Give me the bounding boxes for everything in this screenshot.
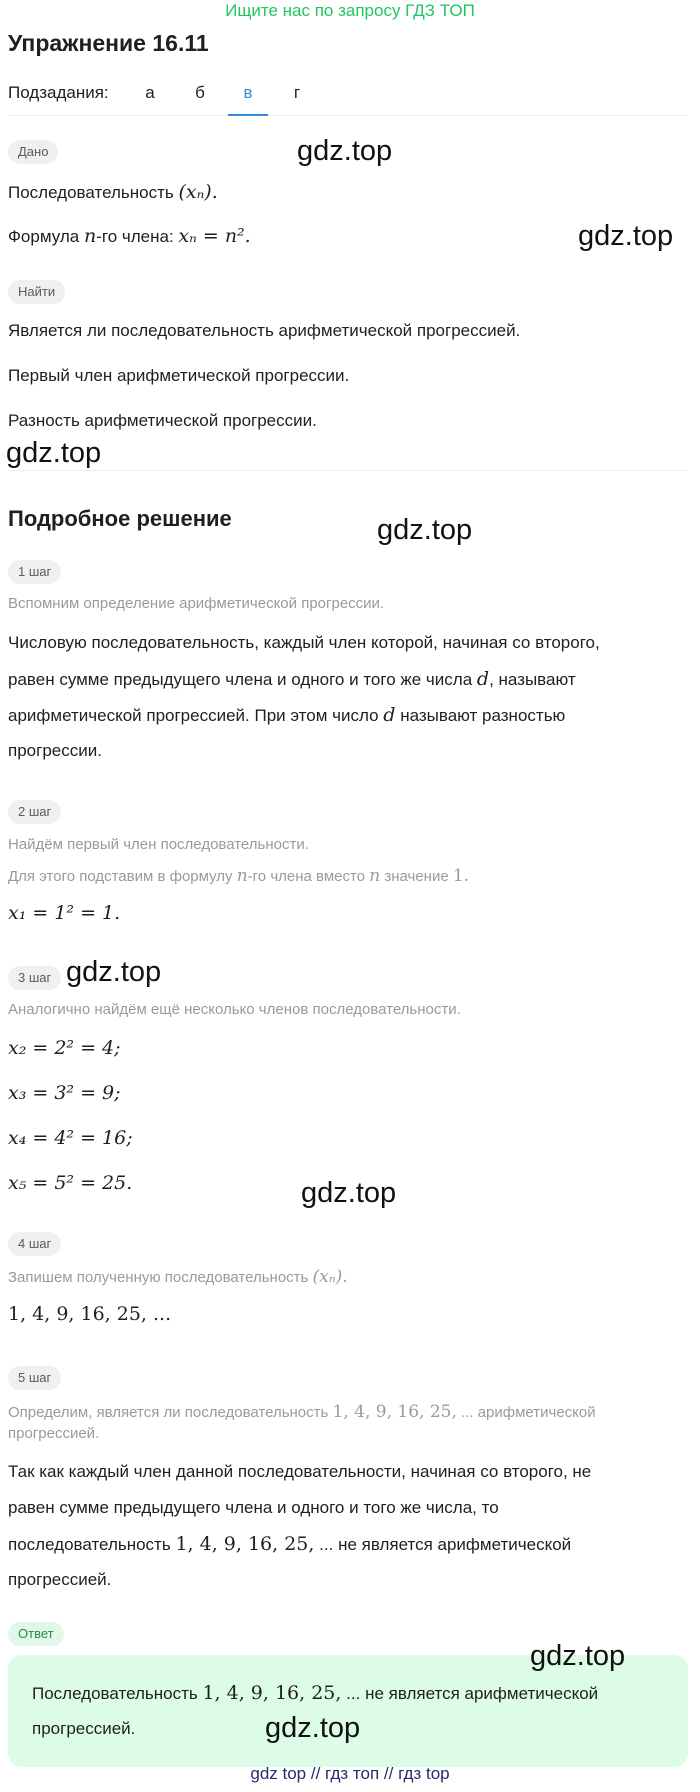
step-1-line-4: прогрессии. <box>8 741 102 760</box>
promo-banner[interactable]: Ищите нас по запросу ГДЗ ТОП <box>225 1 475 20</box>
step-5-hint-b: ... арифметической <box>461 1404 596 1421</box>
step-2-hint-2-b: -го члена вместо <box>247 868 366 885</box>
step-2-hint-2-n2: n <box>369 866 381 886</box>
step-5-line-3-b: ... не является арифметической <box>319 1535 572 1554</box>
watermark: gdz.top <box>265 1712 361 1744</box>
answer-line-1-a: Последовательность <box>32 1684 198 1703</box>
find-badge: Найти <box>8 280 65 304</box>
watermark: gdz.top <box>578 220 674 252</box>
given-line-1 <box>8 174 218 211</box>
step-4-hint-math: (xₙ). <box>312 1267 348 1287</box>
page-title: Упражнение 16.11 <box>8 30 209 56</box>
step-2-hint-2-a: Для этого подставим в формулу <box>8 868 233 885</box>
footer-link-3[interactable]: гдз top <box>398 1764 450 1783</box>
watermark: gdz.top <box>66 956 162 988</box>
step-2-badge: 2 шаг <box>8 800 61 824</box>
step-2-hint-2-c: значение <box>384 868 449 885</box>
footer-sep: // <box>310 1764 321 1783</box>
tab-g[interactable]: г <box>293 83 301 102</box>
step-4-hint <box>8 1267 348 1287</box>
given-badge: Дано <box>8 140 58 164</box>
step-3-formula-4: x₅ = 5² = 25. <box>8 1172 133 1194</box>
footer-link-1[interactable]: gdz top <box>250 1764 307 1783</box>
step-5-hint-a: Определим, является ли последовательность <box>8 1404 329 1421</box>
step-1-line-3-tail: называют разностью <box>400 706 566 725</box>
watermark: gdz.top <box>297 135 393 167</box>
step-2-hint-2 <box>8 866 469 886</box>
step-4-badge: 4 шаг <box>8 1232 61 1256</box>
answer-line-1-seq: 1, 4, 9, 16, 25, <box>202 1682 342 1704</box>
watermark: gdz.top <box>377 514 473 546</box>
watermark: gdz.top <box>301 1177 397 1209</box>
answer-line-1-b: ... не является арифметической <box>346 1684 599 1703</box>
solution-heading: Подробное решение <box>8 506 232 531</box>
section-divider <box>8 470 688 471</box>
given-line-2-n: n <box>83 225 97 247</box>
step-5-hint-2: прогрессией. <box>8 1425 100 1442</box>
step-2-formula: x₁ = 1² = 1. <box>8 902 121 924</box>
find-item-1: Является ли последовательность арифметической прогрессией. <box>8 321 521 340</box>
given-line-2-formula: xₙ = n². <box>178 225 251 247</box>
step-1-line-3 <box>8 697 565 734</box>
step-3-formula-1: x₂ = 2² = 4; <box>8 1037 121 1059</box>
answer-line-1 <box>32 1675 598 1712</box>
step-5-badge: 5 шаг <box>8 1366 61 1390</box>
step-3-hint: Аналогично найдём ещё несколько членов последовательности. <box>8 1001 461 1018</box>
step-5-hint <box>8 1402 596 1422</box>
tab-v[interactable]: в <box>243 83 253 102</box>
subtasks-label: Подзадания: <box>8 83 109 102</box>
step-5-line-3-seq: 1, 4, 9, 16, 25, <box>175 1533 315 1555</box>
step-1-line-1: Числовую последовательность, каждый член которой, начиная со второго, <box>8 633 600 652</box>
footer-sep: // <box>383 1764 394 1783</box>
step-5-line-3-a: последовательность <box>8 1535 171 1554</box>
tabs-divider <box>8 115 688 116</box>
step-5-line-1: Так как каждый член данной последовательности, начиная со второго, не <box>8 1462 592 1481</box>
tab-a[interactable]: а <box>145 83 155 102</box>
step-3-formula-3: x₄ = 4² = 16; <box>8 1127 133 1149</box>
step-3-formula-2: x₃ = 3² = 9; <box>8 1082 121 1104</box>
given-line-2-prefix: Формула <box>8 227 80 246</box>
step-1-var-d: d <box>476 668 490 690</box>
given-line-1-text: Последовательность <box>8 183 174 202</box>
answer-line-2: прогрессией. <box>32 1719 136 1738</box>
step-5-line-4: прогрессией. <box>8 1570 112 1589</box>
step-5-line-2: равен сумме предыдущего члена и одного и того же числа, то <box>8 1498 499 1517</box>
find-item-3: Разность арифметической прогрессии. <box>8 411 317 430</box>
step-3-badge: 3 шаг <box>8 966 61 990</box>
answer-badge: Ответ <box>8 1622 64 1646</box>
step-1-var-d-2: d <box>383 704 396 726</box>
given-line-1-math: (xₙ). <box>178 181 218 203</box>
step-1-badge: 1 шаг <box>8 560 61 584</box>
watermark: gdz.top <box>6 437 102 469</box>
watermark: gdz.top <box>530 1640 626 1672</box>
step-4-hint-text: Запишем полученную последовательность <box>8 1269 309 1286</box>
given-line-2-mid: -го члена: <box>96 227 174 246</box>
step-1-line-2-tail: , называют <box>489 670 576 689</box>
step-4-sequence: 1, 4, 9, 16, 25, ... <box>8 1303 172 1325</box>
step-2-hint-2-n: n <box>236 866 248 886</box>
step-5-line-3 <box>8 1526 571 1563</box>
step-2-hint: Найдём первый член последовательности. <box>8 836 309 853</box>
step-2-hint-2-val: 1. <box>452 866 470 886</box>
step-5-hint-seq: 1, 4, 9, 16, 25, <box>332 1402 457 1422</box>
footer-links <box>0 1764 700 1784</box>
given-line-2 <box>8 218 251 255</box>
step-1-line-3-text: арифметической прогрессией. При этом число <box>8 706 379 725</box>
step-1-hint: Вспомним определение арифметической прогрессии. <box>8 595 385 612</box>
step-1-line-2-text: равен сумме предыдущего члена и одного и того же числа <box>8 670 473 689</box>
tab-b[interactable]: б <box>195 83 205 102</box>
footer-link-2[interactable]: гдз топ <box>325 1764 380 1783</box>
step-1-line-2 <box>8 661 576 698</box>
active-tab-indicator <box>228 114 268 116</box>
find-item-2: Первый член арифметической прогрессии. <box>8 366 350 385</box>
